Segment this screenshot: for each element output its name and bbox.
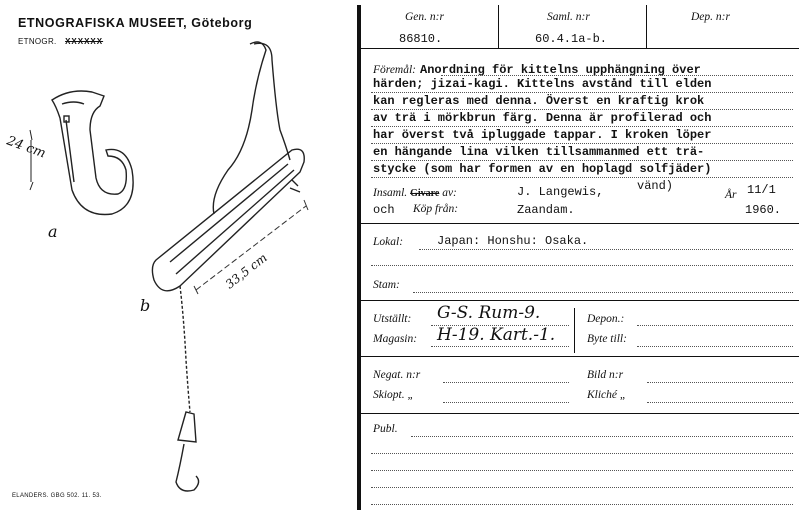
dotline [431, 346, 569, 347]
dimension-b: 33,5 cm [222, 250, 270, 292]
saml-label: Saml. n:r [547, 11, 590, 23]
ar-label: År [725, 189, 737, 201]
dotline [411, 436, 793, 437]
dotline [371, 470, 793, 471]
foremal-label: Föremål: [373, 64, 417, 76]
ethnogr-crossed: XXXXXX [65, 37, 104, 46]
rule-2 [361, 223, 799, 224]
rule-4 [361, 356, 799, 357]
catalogue-card [357, 5, 799, 510]
dimension-a: 24 cm [4, 133, 48, 162]
desc-line-4: av trä i mörkbrun färg. Denna är profilerad och [373, 111, 712, 125]
label-a: a [48, 222, 58, 241]
desc-line-5: har överst två ipluggade tappar. I kroken löper [373, 128, 712, 142]
insaml-label: Insaml. Givare av: [373, 187, 457, 199]
rule-1 [361, 48, 799, 49]
header-divider-1 [498, 5, 499, 48]
collector-place: Zaandam. [517, 203, 575, 217]
och-label: och [373, 203, 395, 217]
gen-label: Gen. n:r [405, 11, 444, 23]
dotline [371, 109, 793, 110]
byte-label: Byte till: [587, 333, 627, 345]
ethnogr-label: ETNOGR. [18, 37, 57, 46]
dotline [371, 453, 793, 454]
magasin-value: H-19. Kart.-1. [437, 325, 556, 345]
vand-note: vänd) [637, 179, 674, 193]
dotline [371, 265, 793, 266]
utstallt-value: G-S. Rum-9. [437, 303, 541, 323]
dotline [443, 382, 569, 383]
dotline [647, 382, 793, 383]
dotline [419, 249, 793, 250]
printer-imprint: ELANDERS. GBG 502. 11. 53. [12, 493, 102, 499]
desc-line-7: stycke (som har formen av en hoplagd solfjäder) [373, 162, 712, 176]
dotline [637, 346, 793, 347]
negat-label: Negat. n:r [373, 369, 421, 381]
dotline [371, 177, 793, 178]
desc-line-1: Anordning för kittelns upphängning över [420, 63, 701, 77]
publ-label: Publ. [373, 423, 398, 435]
dotline [647, 402, 793, 403]
dep-label: Dep. n:r [691, 11, 730, 23]
skiopt-label: Skiopt. „ [373, 389, 414, 401]
desc-line-2: härden; jizai-kagi. Kittelns avstånd till elden [373, 77, 712, 91]
saml-value: 60.4.1a-b. [535, 32, 608, 46]
depon-label: Depon.: [587, 313, 625, 325]
label-b: b [140, 296, 151, 315]
rule-5 [361, 413, 799, 414]
drawing-sheet [0, 0, 356, 519]
dotline [371, 504, 793, 505]
kliche-label: Kliché „ [587, 389, 627, 401]
dotline [371, 143, 793, 144]
collector-name: J. Langewis, [517, 185, 604, 199]
mid-divider [574, 308, 575, 353]
dotline [413, 292, 793, 293]
stam-label: Stam: [373, 279, 400, 291]
header-divider-2 [646, 5, 647, 48]
museum-header: ETNOGRAFISKA MUSEET, Göteborg [18, 16, 253, 30]
acq-year: 1960. [745, 203, 782, 217]
dotline [371, 126, 793, 127]
dotline [441, 75, 793, 76]
lokal-value: Japan: Honshu: Osaka. [437, 234, 589, 248]
dotline [371, 92, 793, 93]
dotline [371, 487, 793, 488]
lokal-label: Lokal: [373, 236, 404, 248]
gen-value: 86810. [399, 32, 443, 46]
dotline [371, 160, 793, 161]
magasin-label: Magasin: [373, 333, 418, 345]
ar-value: 11/1 [747, 183, 776, 197]
bild-label: Bild n:r [587, 369, 624, 381]
kop-label: Köp från: [413, 203, 459, 215]
desc-line-6: en hängande lina vilken tillsammanmed ett trä- [373, 145, 705, 159]
dotline [637, 325, 793, 326]
rule-3 [361, 300, 799, 301]
desc-line-3: kan regleras med denna. Överst en kraftig krok [373, 94, 705, 108]
artifact-sketch [0, 0, 356, 519]
dotline [443, 402, 569, 403]
utstallt-label: Utställt: [373, 313, 412, 325]
dotline [431, 325, 569, 326]
